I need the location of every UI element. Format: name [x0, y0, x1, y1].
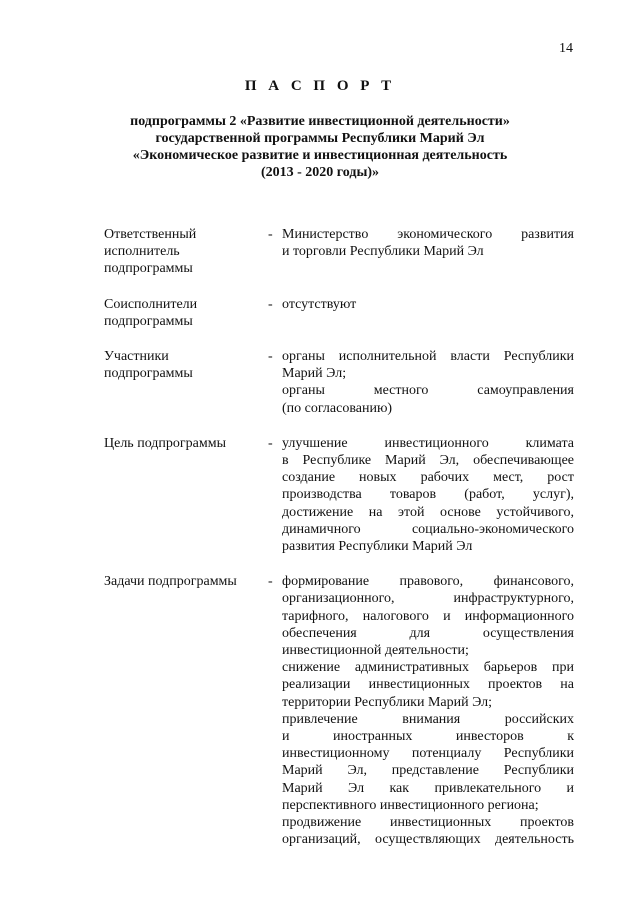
row-value-line: и торговли Республики Марий Эл: [282, 244, 484, 260]
row-label: [104, 573, 268, 848]
passport-row-participants: [104, 348, 574, 417]
row-value-line: в Республике Марий Эл, обеспечивающее: [282, 453, 574, 469]
row-value-line: обеспечения для осуществления: [282, 625, 574, 641]
row-value-line: организаций, осуществляющих деятельность: [282, 832, 574, 848]
row-value-line: создание новых рабочих мест, рост: [282, 470, 574, 486]
row-value-line: органы исполнительной власти Республики: [282, 349, 574, 365]
subtitle-line: государственной программы Республики Марий Эл: [155, 131, 485, 146]
document-heading: [0, 78, 640, 181]
row-value-line: развития Республики Марий Эл: [282, 539, 473, 555]
row-value: [282, 348, 574, 417]
row-label-line: подпрограммы: [104, 313, 193, 329]
row-dash: -: [268, 296, 273, 312]
row-value-line: органы местного самоуправления: [282, 383, 574, 399]
row-label: [104, 226, 268, 278]
row-label-line: Соисполнители: [104, 296, 198, 312]
row-value-line: (по согласованию): [282, 400, 393, 416]
row-value-line: реализации инвестиционных проектов на: [282, 677, 574, 693]
row-value-line: Марий Эл как привлекательного и: [282, 780, 574, 796]
row-label-line: подпрограммы: [104, 366, 193, 382]
row-label-line: подпрограммы: [104, 261, 193, 277]
row-value-line: снижение административных барьеров при: [282, 660, 574, 676]
row-label-line: Участники: [104, 349, 169, 365]
page-number: 14: [559, 41, 573, 56]
row-value: [282, 296, 574, 330]
row-label: [104, 296, 268, 330]
row-value-line: Марий Эл, представление Республики: [282, 763, 574, 779]
row-value-line: территории Республики Марий Эл;: [282, 694, 493, 710]
row-label-line: Задачи подпрограммы: [104, 574, 237, 590]
row-value-line: достижение на этой основе устойчивого,: [282, 504, 574, 520]
passport-row-goal: [104, 435, 574, 555]
passport-row-responsible: [104, 226, 574, 278]
subtitle-line: (2013 - 2020 годы)»: [260, 165, 380, 180]
row-dash: -: [268, 227, 273, 242]
subtitle-line: подпрограммы 2 «Развитие инвестиционной деятельности»: [130, 114, 510, 129]
row-value: [282, 435, 574, 555]
row-value-line: Министерство экономического развития: [282, 227, 574, 242]
row-value-line: продвижение инвестиционных проектов: [282, 815, 574, 831]
row-value-line: отсутствуют: [282, 296, 357, 312]
row-value-line: и иностранных инвесторов к: [282, 729, 574, 745]
row-value-line: Марий Эл;: [282, 366, 347, 382]
row-value-line: привлечение внимания российских: [282, 711, 574, 727]
row-value: [282, 226, 574, 278]
row-value-line: организационного, инфраструктурного,: [282, 591, 574, 607]
row-dash: -: [268, 574, 273, 590]
subtitle-line: «Экономическое развитие и инвестиционная деятельность: [132, 148, 508, 163]
row-label: [104, 435, 268, 555]
passport-row-tasks: [104, 573, 574, 848]
row-label-line: исполнитель: [104, 244, 180, 260]
row-value: [282, 573, 574, 848]
passport-title: П А С П О Р Т: [244, 78, 396, 94]
row-label-line: Цель подпрограммы: [104, 435, 226, 451]
row-value-line: производства товаров (работ, услуг),: [282, 487, 574, 503]
row-value-line: перспективного инвестиционного региона;: [282, 797, 539, 813]
row-dash: -: [268, 435, 273, 451]
row-dash: -: [268, 349, 273, 365]
row-value-line: тарифного, налогового и информационного: [282, 608, 574, 624]
passport-row-coexecutors: [104, 296, 574, 330]
row-value-line: инвестиционному потенциалу Республики: [282, 746, 574, 762]
row-value-line: динамичного социально-экономического: [282, 521, 574, 537]
row-label: [104, 348, 268, 417]
row-value-line: формирование правового, финансового,: [282, 574, 574, 590]
row-value-line: улучшение инвестиционного климата: [282, 435, 574, 451]
row-value-line: инвестиционной деятельности;: [282, 643, 469, 659]
row-label-line: Ответственный: [104, 227, 197, 242]
passport-table: [104, 226, 574, 849]
